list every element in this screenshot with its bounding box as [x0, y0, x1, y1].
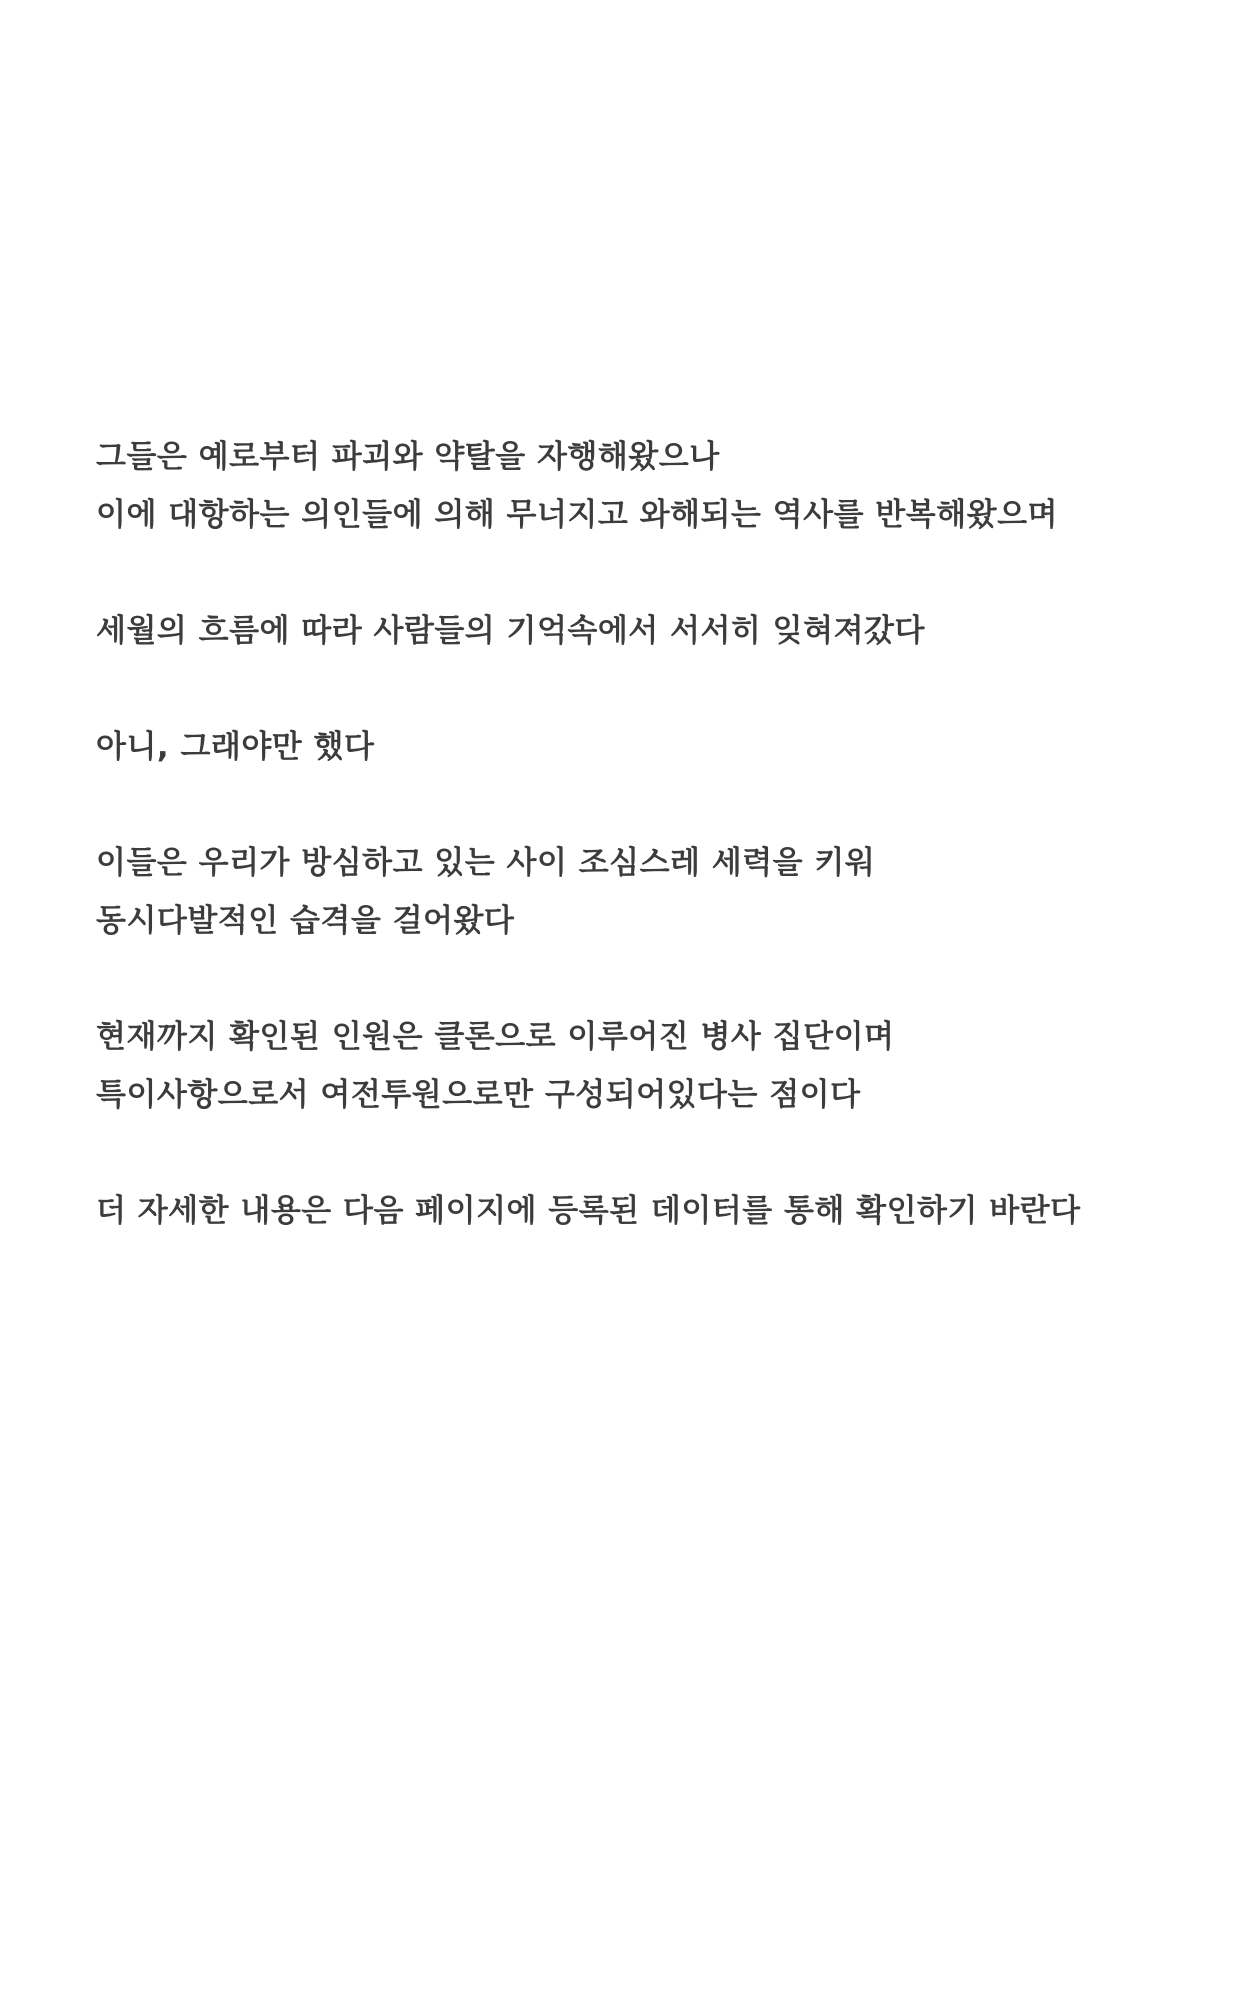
- paragraph-gap: [96, 544, 1206, 602]
- text-line: 더 자세한 내용은 다음 페이지에 등록된 데이터를 통해 확인하기 바란다: [96, 1193, 1081, 1229]
- paragraph-gap: [96, 660, 1206, 718]
- text-line: 세월의 흐름에 따라 사람들의 기억속에서 서서히 잊혀져갔다: [96, 613, 925, 649]
- text-line: 이들은 우리가 방심하고 있는 사이 조심스레 세력을 키워: [96, 845, 876, 881]
- paragraph-gap: [96, 1124, 1206, 1182]
- text-line: 아니, 그래야만 했다: [96, 729, 375, 765]
- text-line: 현재까지 확인된 인원은 클론으로 이루어진 병사 집단이며: [96, 1019, 895, 1055]
- paragraph-gap: [96, 776, 1206, 834]
- text-line: 특이사항으로서 여전투원으로만 구성되어있다는 점이다: [96, 1077, 861, 1113]
- narrative-text: [96, 428, 1206, 1240]
- text-line: 이에 대항하는 의인들에 의해 무너지고 와해되는 역사를 반복해왔으며: [96, 497, 1058, 533]
- text-line: 그들은 예로부터 파괴와 약탈을 자행해왔으나: [96, 439, 720, 475]
- paragraph-gap: [96, 950, 1206, 1008]
- text-line: 동시다발적인 습격을 걸어왔다: [96, 903, 515, 939]
